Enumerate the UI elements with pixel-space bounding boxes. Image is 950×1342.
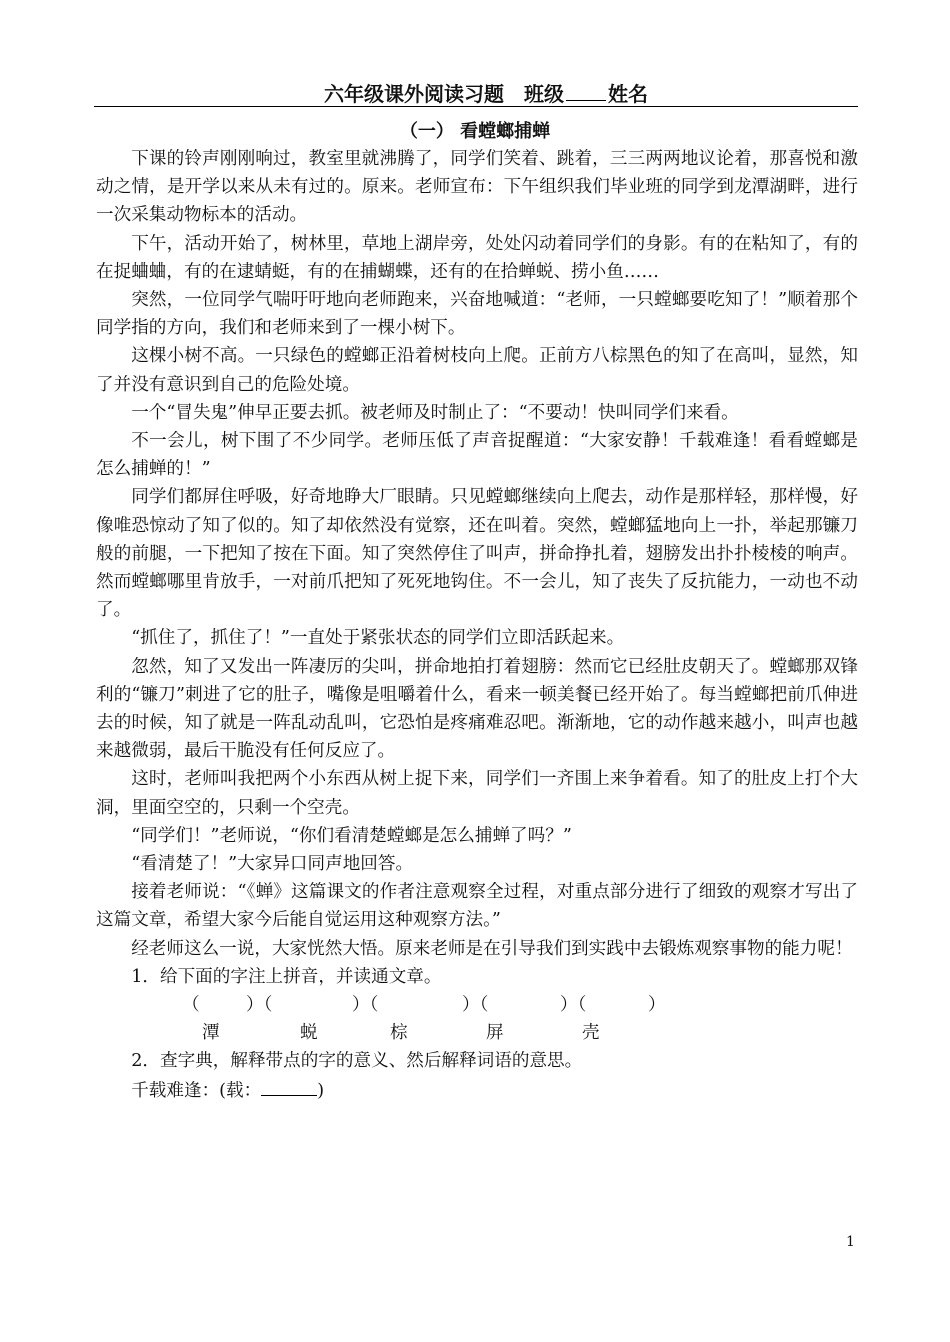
paragraph: 忽然，知了又发出一阵凄厉的尖叫，拼命地拍打着翅膀：然而它已经肚皮朝天了。螳螂那双锋利的“镰刀”刺进了它的肚子，嘴像是咀嚼着什么，看来一顿美餐已经开始了。每当螳螂把前爪伸进去的时候，知了就是一阵乱动乱叫，它恐怕是疼痛难忍吧。渐渐地，它的动作越来越小，叫声也越来越微弱，最后干脆没有任何反应了。 (96, 656, 858, 762)
pinyin-bracket: ）（ (462, 995, 489, 1016)
paragraph: 接着老师说：“《蝉》这篇课文的作者注意观察全过程，对重点部分进行了细致的观察才写出了这篇文章，希望大家今后能自觉运用这种观察方法。” (96, 882, 858, 931)
target-character: 潭 (202, 1023, 220, 1044)
paragraph: 下午，活动开始了，树林里，草地上湖岸旁，处处闪动着同学们的身影。有的在粘知了，有的在捉蛐蛐，有的在逮蜻蜓，有的在捕蝴蝶，还有的在拾蝉蜕、捞小鱼…… (96, 233, 858, 282)
paragraph: 下课的铃声刚刚响过，教室里就沸腾了，同学们笑着、跳着，三三两两地议论着，那喜悦和激动之情，是开学以来从未有过的。原来。老师宣布：下午组织我们毕业班的同学到龙潭湖畔，进行一次采集动物标本的活动。 (96, 149, 858, 226)
page-number: 1 (846, 1234, 855, 1250)
worksheet-title: 六年级课外阅读习题 (324, 82, 504, 106)
header-title-line (324, 78, 648, 107)
item-suffix: ) (317, 1081, 325, 1102)
target-character: 蜕 (300, 1023, 318, 1044)
paragraph: “抓住了，抓住了！”一直处于紧张状态的同学们立即活跃起来。 (131, 628, 625, 649)
paragraph: “看清楚了！”大家异口同声地回答。 (131, 854, 414, 875)
question-2-item (96, 1075, 858, 1105)
target-character: 棕 (390, 1023, 408, 1044)
pinyin-bracket: （ (182, 995, 200, 1016)
question-1: 1．给下面的字注上拼音，并读通文章。 (131, 966, 442, 987)
question-2: 2．查字典，解释带点的字的意义、然后解释词语的意思。 (131, 1051, 583, 1072)
article-body (96, 145, 858, 1106)
paragraph: 不一会儿，树下围了不少同学。老师压低了声音捉醒道：“大家安静！千载难逢！看看螳螂是怎么捕蝉的！” (96, 431, 858, 480)
paragraph: 经老师这么一说，大家恍然大悟。原来老师是在引导我们到实践中去锻炼观察事物的能力呢！ (131, 938, 853, 959)
class-blank[interactable] (566, 82, 606, 101)
pinyin-bracket: ） (648, 995, 666, 1016)
name-label: 姓名 (608, 82, 648, 106)
pinyin-answer-row[interactable] (96, 991, 858, 1019)
item-prefix: 千载难逢：(载： (131, 1081, 262, 1102)
pinyin-bracket: ）（ (246, 995, 273, 1016)
section-title: （一） 看螳螂捕蝉 (399, 121, 551, 142)
pinyin-bracket: ）（ (352, 995, 379, 1016)
class-label: 班级 (524, 82, 564, 106)
target-character: 壳 (582, 1023, 600, 1044)
paragraph: 这时，老师叫我把两个小东西从树上捉下来，同学们一齐围上来争着看。知了的肚皮上打个大洞，里面空空的，只剩一个空壳。 (96, 769, 858, 818)
character-row (96, 1019, 858, 1047)
pinyin-bracket: ）（ (560, 995, 587, 1016)
paragraph: 同学们都屏住呼吸，好奇地睁大厂眼睛。只见螳螂继续向上爬去，动作是那样轻，那样慢，好像唯恐惊动了知了似的。知了却依然没有觉察，还在叫着。突然，螳螂猛地向上一扑，举起那镰刀般的前腿，一下把知了按在下面。知了突然停住了叫声，拼命挣扎着，翅膀发出扑扑棱棱的响声。然而螳螂哪里肯放手，一对前爪把知了死死地钩住。不一会儿，知了丧失了反抗能力，一动也不动了。 (96, 487, 858, 621)
paragraph: 一个“冒失鬼”伸早正要去抓。被老师及时制止了：“不要动！快叫同学们来看。 (131, 402, 739, 423)
page-header (94, 76, 858, 107)
paragraph: 这棵小树不高。一只绿色的螳螂正沿着树枝向上爬。正前方八棕黑色的知了在高叫，显然，知了并没有意识到自己的危险处境。 (96, 346, 858, 395)
target-character: 屏 (486, 1023, 504, 1044)
paragraph: 突然，一位同学气喘吁吁地向老师跑来，兴奋地喊道：“老师，一只螳螂要吃知了！”顺着那个同学指的方向，我们和老师来到了一棵小树下。 (96, 290, 858, 339)
answer-blank[interactable] (261, 1075, 317, 1096)
paragraph: “同学们！”老师说，“你们看清楚螳螂是怎么捕蝉了吗？” (131, 825, 572, 846)
